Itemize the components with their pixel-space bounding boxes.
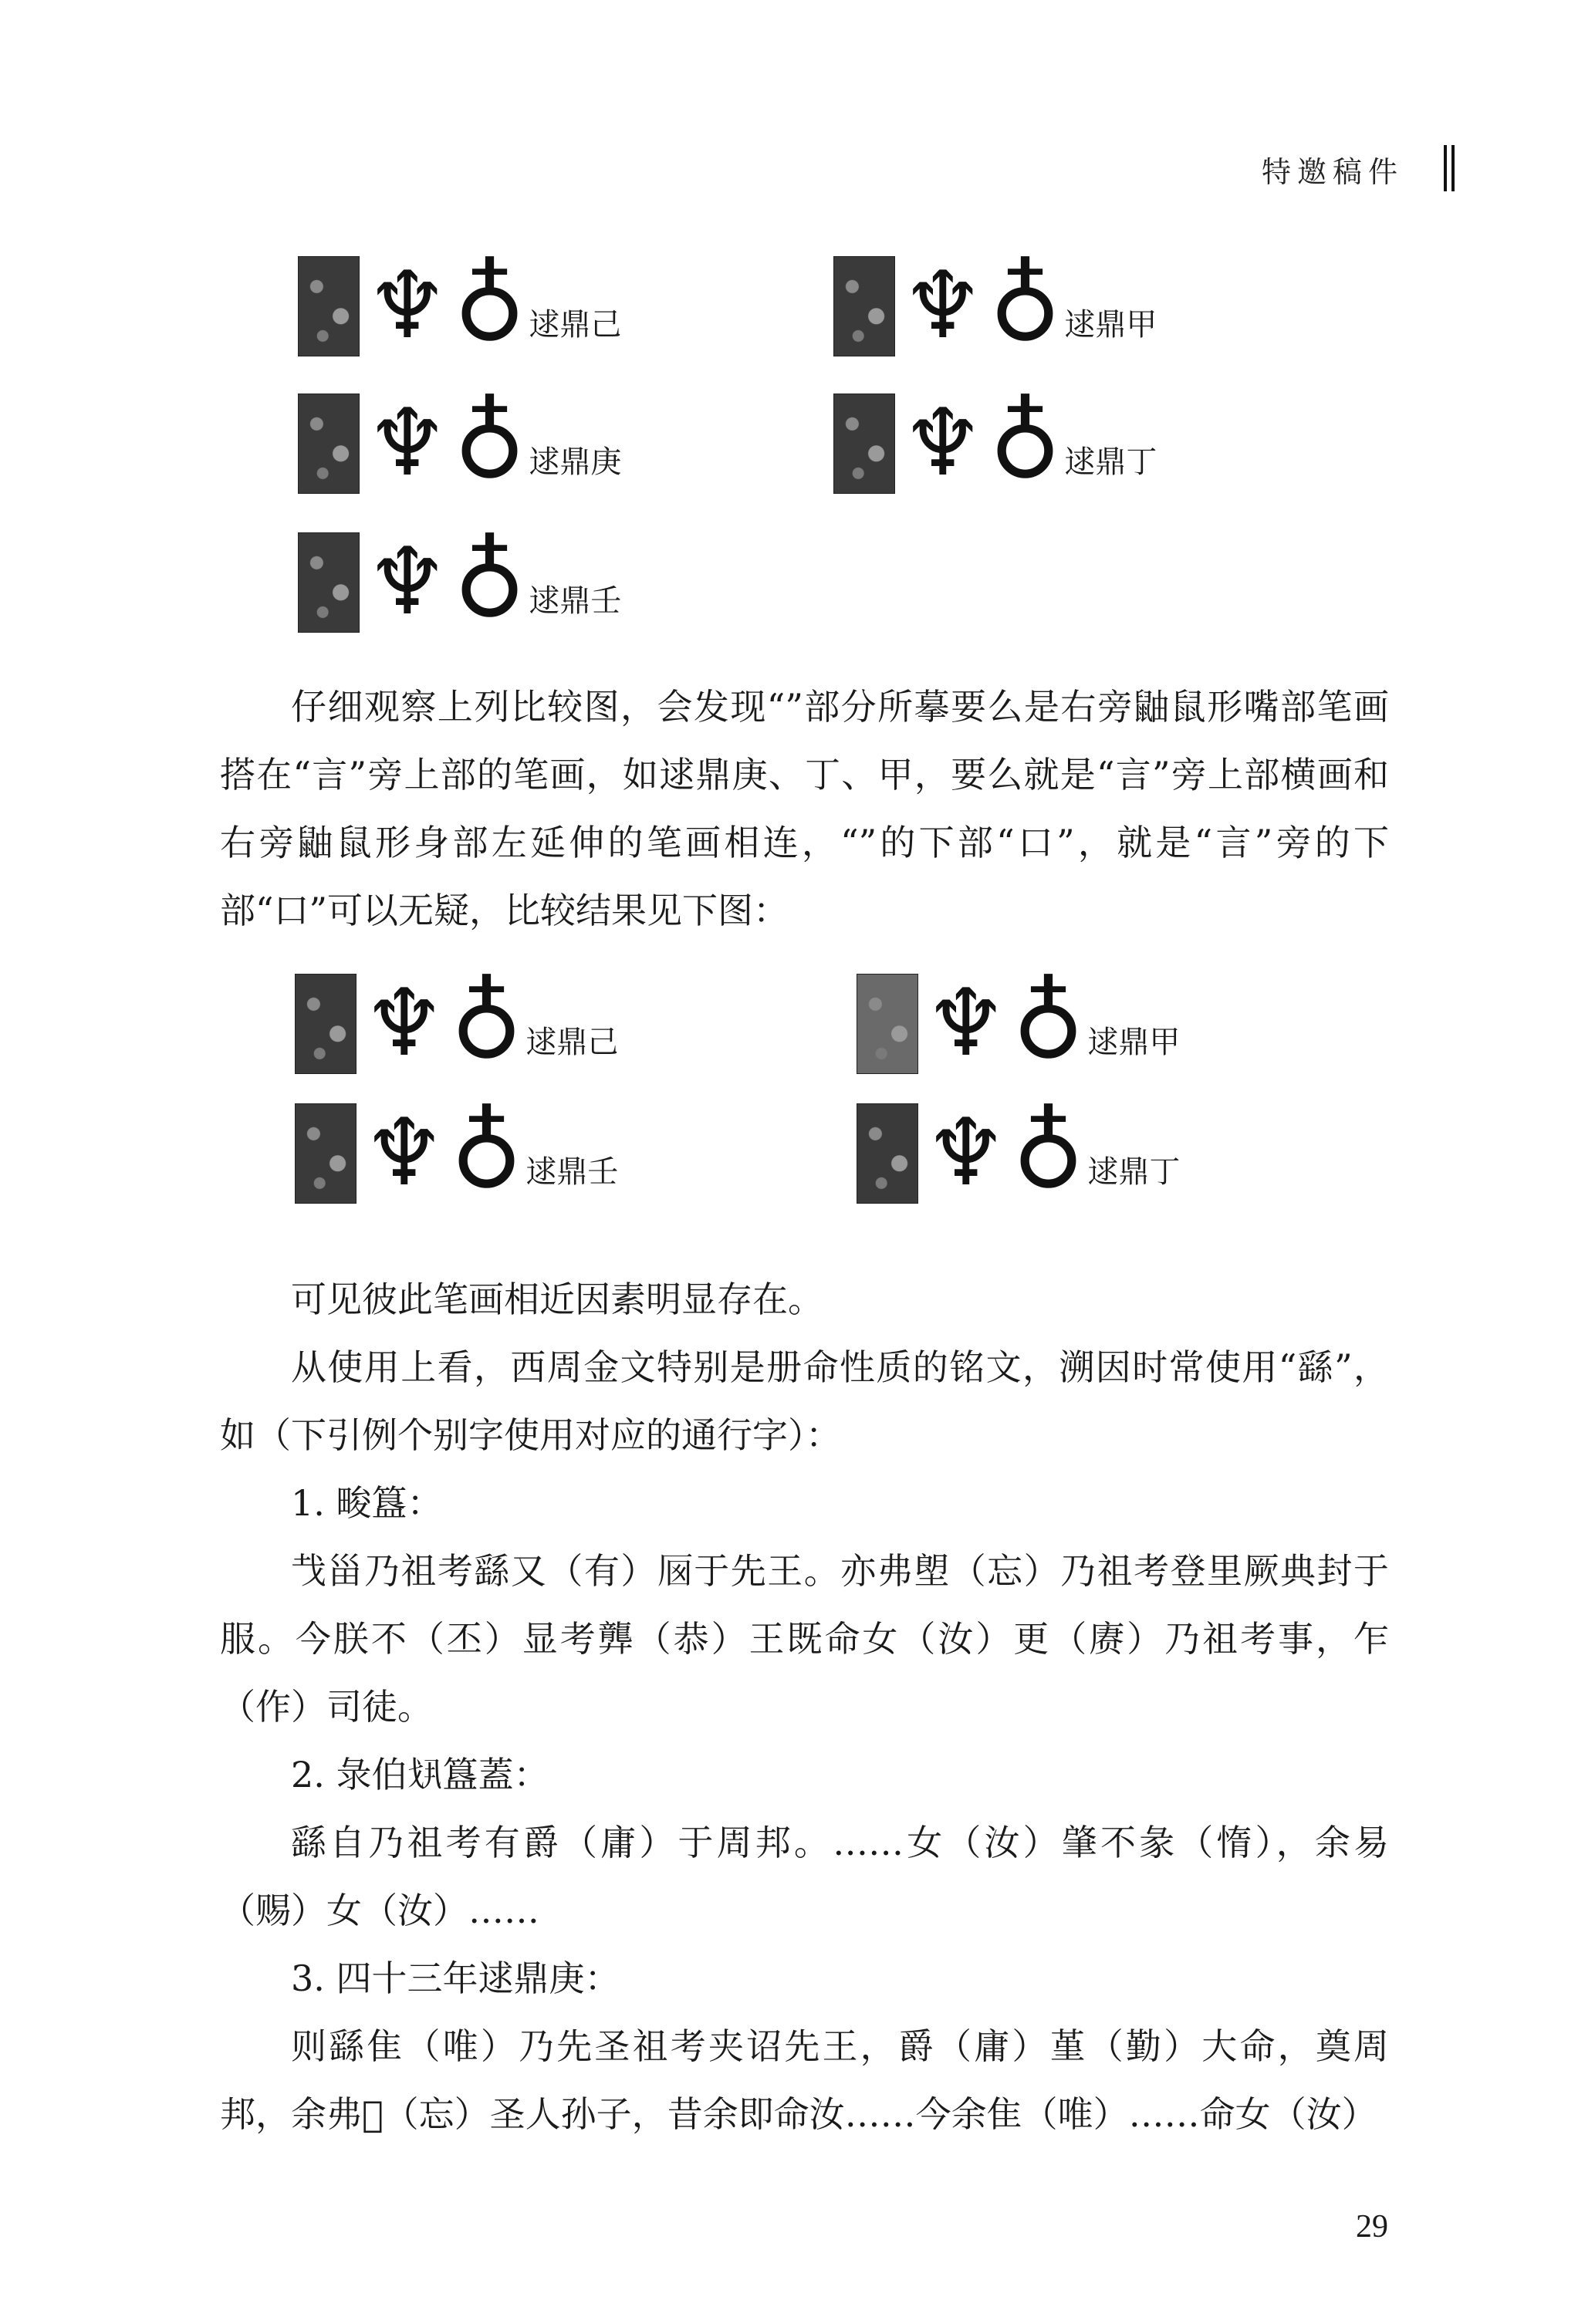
rubbing-image: [857, 1103, 918, 1204]
running-header: 特邀稿件: [1261, 155, 1404, 189]
glyph-tracing-icon: ♆: [366, 529, 449, 636]
glyph-reference-icon: ♁: [1012, 1096, 1085, 1211]
rubbing-image: [833, 256, 895, 356]
figure1-item: [833, 248, 1157, 363]
example-heading: 1. 畯簋：: [291, 1482, 443, 1524]
figure2-item: [857, 966, 1181, 1081]
example-heading: 2. 彔伯𢦚簋蓋：: [291, 1754, 549, 1795]
figure-caption: 逑鼎丁: [1064, 444, 1157, 480]
glyph-tracing-icon: ♆: [901, 390, 985, 497]
glyph-tracing-icon: ♆: [366, 252, 449, 360]
rubbing-image: [295, 974, 357, 1074]
glyph-reference-icon: ♁: [450, 1096, 523, 1211]
body-text-block: [220, 673, 1389, 944]
figure-caption: 逑鼎壬: [525, 1154, 619, 1190]
glyph-reference-icon: ♁: [1012, 966, 1085, 1081]
glyph-reference-icon: ♁: [453, 386, 526, 501]
rubbing-image: [833, 394, 895, 494]
glyph-tracing-icon: ♆: [924, 970, 1008, 1077]
figure1-item: [298, 248, 622, 363]
figure2-item: [295, 1096, 619, 1211]
figure-caption: 逑鼎甲: [1064, 306, 1157, 343]
glyph-tracing-icon: ♆: [363, 970, 446, 1077]
paragraph: 繇自乃祖考有爵（庸）于周邦。……女（汝）肇不彖（惰），余易（赐）女（汝）……: [220, 1822, 1389, 1931]
figure-caption: 逑鼎甲: [1087, 1024, 1181, 1060]
example-heading: 3. 四十三年逑鼎庚：: [291, 1957, 620, 1999]
page-number: 29: [1356, 2209, 1388, 2245]
figure-caption: 逑鼎丁: [1087, 1154, 1181, 1190]
figure-caption: 逑鼎庚: [529, 444, 622, 480]
figure-caption: 逑鼎己: [529, 306, 622, 343]
rubbing-image: [857, 974, 918, 1074]
figure-caption: 逑鼎壬: [529, 583, 622, 619]
rubbing-image: [298, 532, 360, 633]
figure2-item: [857, 1096, 1181, 1211]
glyph-tracing-icon: ♆: [924, 1100, 1008, 1207]
glyph-reference-icon: ♁: [450, 966, 523, 1081]
glyph-reference-icon: ♁: [988, 248, 1062, 363]
figure2-item: [295, 966, 619, 1081]
figure1-item: [298, 386, 622, 501]
glyph-reference-icon: ♁: [453, 248, 526, 363]
glyph-tracing-icon: ♆: [901, 252, 985, 360]
rubbing-image: [298, 256, 360, 356]
glyph-reference-icon: ♁: [988, 386, 1062, 501]
figure-caption: 逑鼎己: [525, 1024, 619, 1060]
glyph-tracing-icon: ♆: [363, 1100, 446, 1207]
paragraph: 从使用上看，西周金文特别是册命性质的铭文，溯因时常使用“繇”，如（下引例个别字使用对应的通行字）：: [220, 1346, 1389, 1456]
rubbing-image: [295, 1103, 357, 1204]
rubbing-image: [298, 394, 360, 494]
paragraph: 𢦏甾乃祖考繇又（有）𠩌于先王。亦弗塱（忘）乃祖考登里厥典封于服。今朕不（丕）显考龏（恭）王既命女（汝）更（赓）乃祖考事，乍（作）司徒。: [220, 1550, 1389, 1728]
figure1-item: [833, 386, 1157, 501]
glyph-reference-icon: ♁: [453, 525, 526, 640]
paragraph: 仔细观察上列比较图，会发现“”部分所摹要么是右旁鼬鼠形嘴部笔画搭在“言”旁上部的笔画，如逑鼎庚、丁、甲，要么就是“言”旁上部横画和右旁鼬鼠形身部左延伸的笔画相连，“”的下部“口”，就是“言”旁的下部“口”可以无疑，比较结果见下图：: [220, 686, 1389, 931]
glyph-tracing-icon: ♆: [366, 390, 449, 497]
figure1-item: [298, 525, 622, 640]
body-text-block: [220, 1265, 1389, 2148]
header-bar-icon: [1444, 145, 1455, 191]
paragraph: 可见彼此笔画相近因素明显存在。: [291, 1279, 823, 1320]
paragraph: 则繇隹（唯）乃先圣祖考夹诏先王，爵（庸）堇（勤）大命，奠周邦，余弗𧫷（忘）圣人孙子，昔余即命汝……今余隹（唯）……命女（汝）: [220, 2025, 1389, 2135]
